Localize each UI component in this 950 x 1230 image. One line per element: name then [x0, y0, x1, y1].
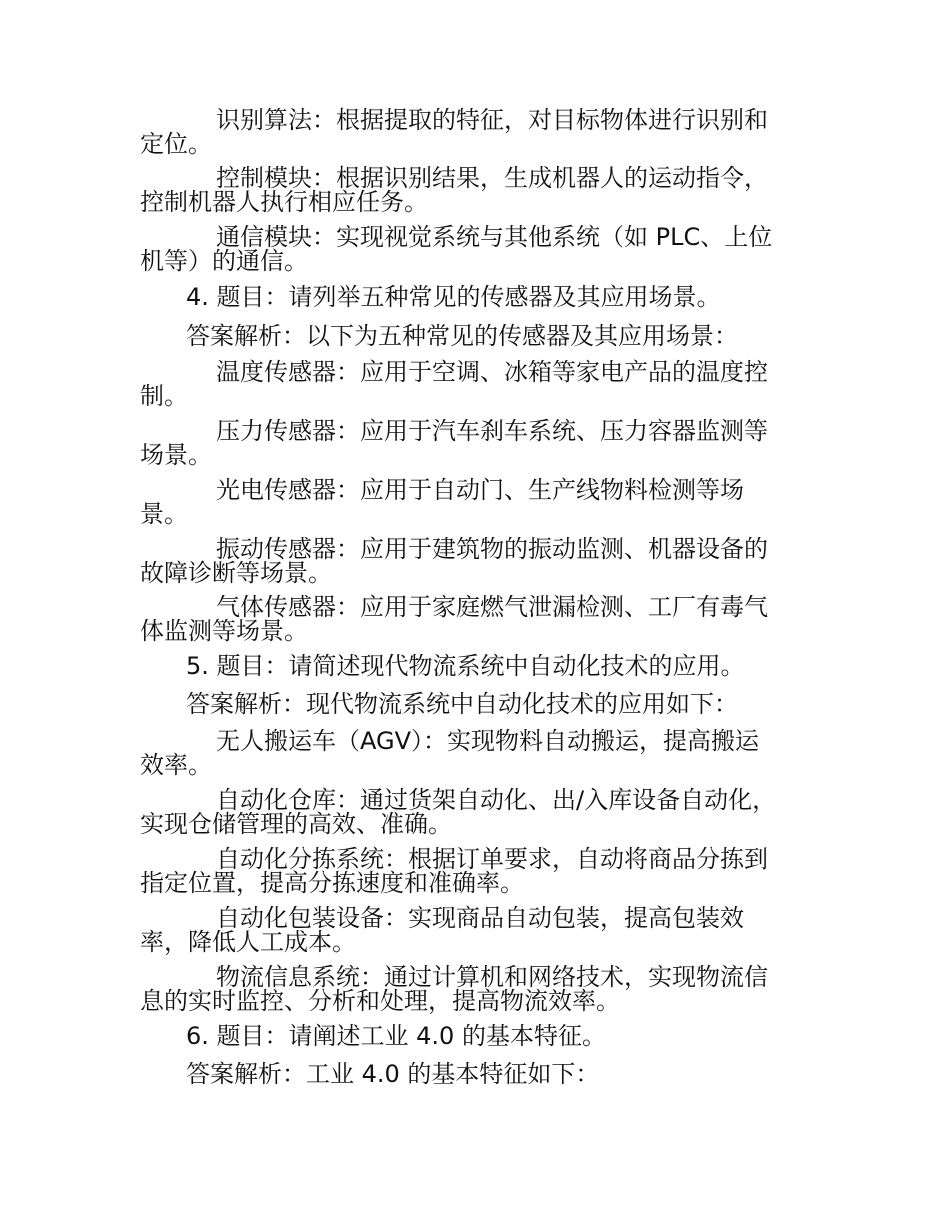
- paragraph-recognition-algorithm: [140, 108, 800, 156]
- paragraph-logistics-info-system: [140, 965, 800, 1013]
- answer-6-intro: [140, 1062, 800, 1086]
- text-line: 答案解析：以下为五种常见的传感器及其应用场景：: [186, 322, 738, 350]
- answer-5-intro: [140, 692, 800, 716]
- text-line: 控制机器人执行相应任务。: [140, 188, 428, 216]
- text-line: 5. 题目：请简述现代物流系统中自动化技术的应用。: [186, 652, 745, 680]
- question-4: [140, 285, 800, 309]
- question-6: [140, 1024, 800, 1048]
- text-line: 定位。: [140, 130, 212, 158]
- text-line: 控制模块：根据识别结果，生成机器人的运动指令，: [216, 164, 768, 192]
- text-line: 气体传感器：应用于家庭燃气泄漏检测、工厂有毒气: [216, 593, 768, 621]
- text-line: 压力传感器：应用于汽车刹车系统、压力容器监测等: [216, 417, 768, 445]
- text-line: 温度传感器：应用于空调、冰箱等家电产品的温度控: [216, 358, 768, 386]
- text-line: 无人搬运车（AGV）：实现物料自动搬运，提高搬运: [216, 727, 760, 755]
- text-line: 自动化仓库：通过货架自动化、出/入库设备自动化，: [216, 786, 777, 814]
- paragraph-automated-warehouse: [140, 788, 800, 836]
- text-line: 自动化包装设备：实现商品自动包装，提高包装效: [216, 904, 744, 932]
- text-line: 识别算法：根据提取的特征，对目标物体进行识别和: [216, 106, 768, 134]
- text-line: 制。: [140, 382, 188, 410]
- paragraph-sorting-system: [140, 847, 800, 895]
- paragraph-pressure-sensor: [140, 419, 800, 467]
- text-line: 实现仓储管理的高效、准确。: [140, 810, 452, 838]
- paragraph-control-module: [140, 166, 800, 214]
- paragraph-gas-sensor: [140, 595, 800, 643]
- text-line: 机等）的通信。: [140, 247, 308, 275]
- paragraph-packaging-equipment: [140, 906, 800, 954]
- text-line: 指定位置，提高分拣速度和准确率。: [140, 869, 524, 897]
- text-line: 6. 题目：请阐述工业 4.0 的基本特征。: [186, 1022, 606, 1050]
- text-line: 物流信息系统：通过计算机和网络技术，实现物流信: [216, 963, 768, 991]
- text-line: 通信模块：实现视觉系统与其他系统（如 PLC、上位: [216, 223, 773, 251]
- text-line: 场景。: [140, 441, 212, 469]
- paragraph-communication-module: [140, 225, 800, 273]
- text-line: 答案解析：现代物流系统中自动化技术的应用如下：: [186, 690, 738, 718]
- text-line: 景。: [140, 500, 188, 528]
- text-line: 体监测等场景。: [140, 617, 308, 645]
- text-line: 率，降低人工成本。: [140, 928, 356, 956]
- text-line: 故障诊断等场景。: [140, 559, 332, 587]
- text-line: 效率。: [140, 751, 212, 779]
- answer-4-intro: [140, 324, 800, 348]
- paragraph-vibration-sensor: [140, 537, 800, 585]
- question-5: [140, 654, 800, 678]
- paragraph-photoelectric-sensor: [140, 478, 800, 526]
- text-line: 4. 题目：请列举五种常见的传感器及其应用场景。: [186, 283, 721, 311]
- text-line: 光电传感器：应用于自动门、生产线物料检测等场: [216, 476, 744, 504]
- text-line: 自动化分拣系统：根据订单要求，自动将商品分拣到: [216, 845, 768, 873]
- text-line: 息的实时监控、分析和处理，提高物流效率。: [140, 987, 620, 1015]
- text-line: 振动传感器：应用于建筑物的振动监测、机器设备的: [216, 535, 768, 563]
- paragraph-temperature-sensor: [140, 360, 800, 408]
- text-line: 答案解析：工业 4.0 的基本特征如下：: [186, 1060, 600, 1088]
- paragraph-agv: [140, 729, 800, 777]
